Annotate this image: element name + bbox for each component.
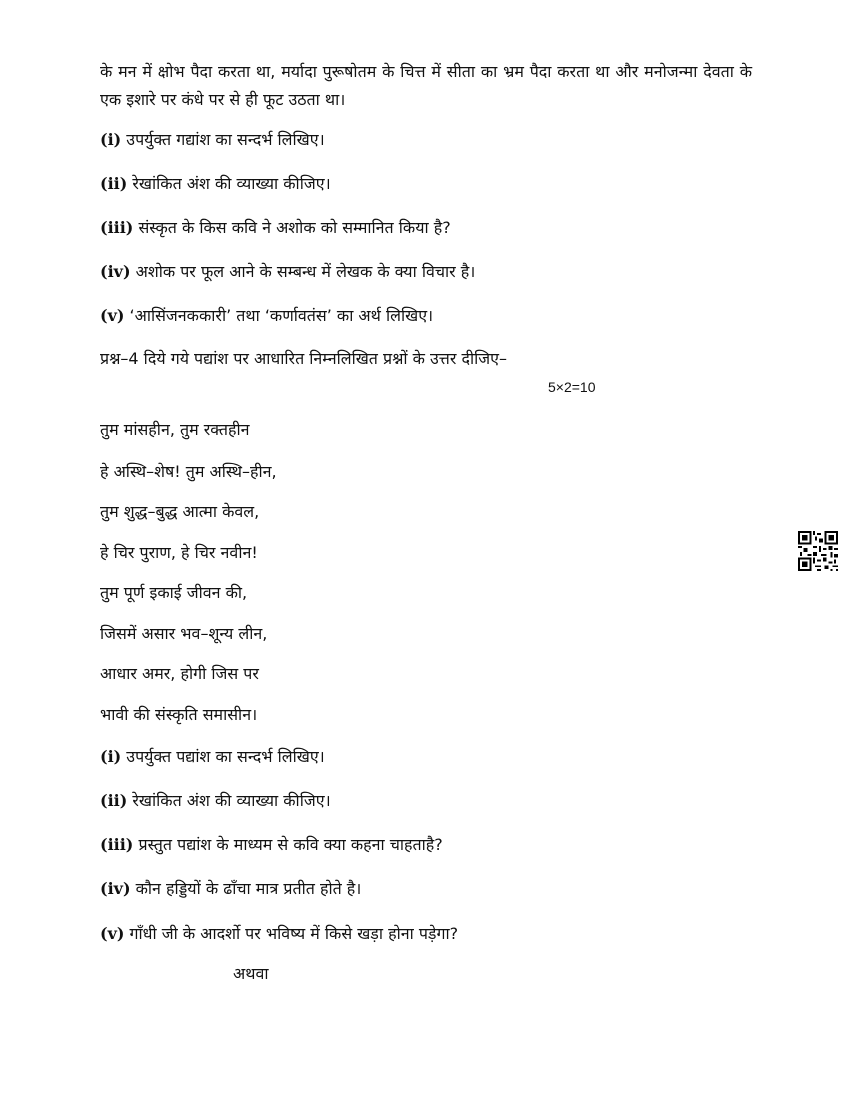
poem-line-7: आधार अमर, होगी जिस पर [100, 664, 259, 683]
q4-subquestion-1: (i) उपर्युक्त पद्यांश का सन्दर्भ लिखिए। [100, 747, 325, 766]
poem-line-1: तुम मांसहीन, तुम रक्तहीन [100, 420, 250, 439]
poem-line-3: तुम शुद्ध–बुद्ध आत्मा केवल, [100, 502, 260, 521]
q4-subquestion-2: (ii) रेखांकित अंश की व्याख्या कीजिए। [100, 791, 331, 810]
q4-heading: प्रश्न–4 दिये गये पद्यांश पर आधारित निम्नलिखित प्रश्नों के उत्तर दीजिए– [100, 349, 507, 368]
q3-subquestion-1: (i) उपर्युक्त गद्यांश का सन्दर्भ लिखिए। [100, 130, 325, 149]
q4-subquestion-5: (v) गाँधी जी के आदर्शो पर भविष्य में किसे खड़ा होना पड़ेगा? [100, 924, 459, 943]
poem-line-5: तुम पूर्ण इकाई जीवन की, [100, 583, 248, 602]
intro-paragraph [100, 58, 752, 114]
q4-marks: 5×2=10 [548, 379, 596, 395]
intro-line-1: के मन में क्षोभ पैदा करता था, मर्यादा पुरूषोतम के चित्त में सीता का भ्रम पैदा करता था [100, 62, 610, 81]
poem-line-6: जिसमें असार भव–शून्य लीन, [100, 624, 268, 643]
q4-subquestion-3: (iii) प्रस्तुत पद्यांश के माध्यम से कवि क्या कहना चाहताहै? [100, 835, 443, 854]
q3-subquestion-3: (iii) संस्कृत के किस कवि ने अशोक को सम्मानित किया है? [100, 218, 451, 237]
poem-line-2: हे अस्थि–शेष! तुम अस्थि–हीन, [100, 462, 277, 481]
q3-subquestion-4: (iv) अशोक पर फूल आने के सम्बन्ध में लेखक के क्या विचार है। [100, 262, 476, 281]
q4-subquestion-4: (iv) कौन हड्डियों के ढाँचा मात्र प्रतीत होते है। [100, 879, 362, 898]
poem-line-8: भावी की संस्कृति समासीन। [100, 705, 258, 724]
or-label: अथवा [233, 964, 269, 983]
q3-subquestion-5: (v) ‘आसिंजनककारी’ तथा ‘कर्णावतंस’ का अर्थ लिखिए। [100, 306, 434, 325]
q3-subquestion-2: (ii) रेखांकित अंश की व्याख्या कीजिए। [100, 174, 331, 193]
intro-line-2: और मनोजन्मा देवता के एक इशारे पर कंधे पर से ही फूट उठता था। [100, 62, 752, 109]
poem-line-4: हे चिर पुराण, हे चिर नवीन! [100, 543, 258, 562]
qr-code-icon [798, 531, 838, 571]
